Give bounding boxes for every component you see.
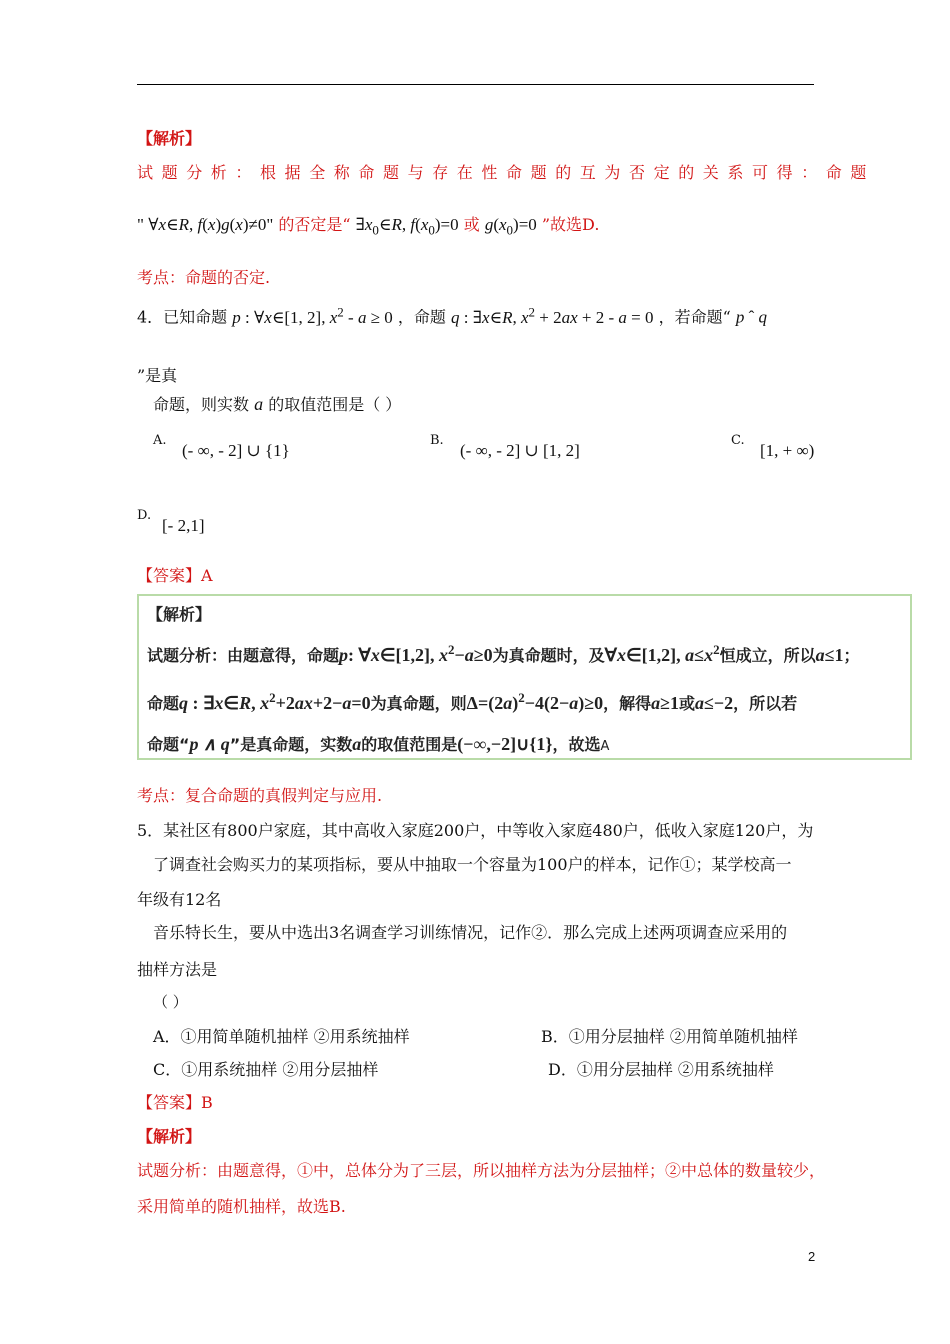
q4-p-and-q: p ˆ q [735,307,768,327]
q4-box-line3-e: A [600,739,610,754]
q5-line2: 了调查社会购买力的某项指标，要从中抽取一个容量为100户的样本，记作①；某学校高一 [153,855,792,874]
q3-or: 或 [463,215,480,234]
q5-answer: 【答案】B [137,1093,213,1112]
q5-line1: 5．某社区有800户家庭，其中高收入家庭200户，中等收入家庭480户，低收入家庭120户，为 [137,821,814,840]
q4-box-heading: 【解析】 [147,605,212,624]
q4-box-formula-4: q : ∃x∈R, $x^2+2ax+2-a=0$ [179,690,371,713]
q4-comma-prop: ，命题 [397,307,446,327]
q4-is-true: ”是真 [137,366,178,385]
q4-box-formula-8: p ∧ q [189,734,230,754]
q4-kaodian: 考点：复合命题的真假判定与应用. [137,786,383,805]
q4-intro: 4．已知命题 [137,307,228,327]
q4-stem2-a: 命题，则实数 [153,395,250,414]
q4-box-formula-3: a≤1 [815,645,844,665]
q4-box-line2-a: 命题 [147,694,180,713]
q5-option-a: A．①用简单随机抽样 ②用系统抽样 [153,1027,410,1046]
q4-option-a-value: (- ∞, - 2] ∪ {1} [182,441,290,460]
q4-stem2-b: 的取值范围是（ ） [268,395,402,414]
q4-box-formula-5: $\Delta=(2a)^2-4(2-a)\ge 0$ [466,690,604,713]
q4-box-line2-d: 或 [679,694,696,713]
page-number: 2 [808,1249,816,1264]
q5-analysis-heading: 【解析】 [137,1127,202,1146]
q4-var-a: a [254,394,264,414]
q3-negation-formula-2: $g(x_0)=0$ [484,215,537,238]
q4-box-line3-c: 的取值范围是 [361,735,458,754]
q4-box-line1: 试题分析：由题意得，命题p: ∀x∈[1,2], $x^2-a\ge 0$为真命题时，及∀x∈[1,2], $a\le x^2$恒成立，所以a≤1； [147,642,860,665]
q4-box-line3 [147,732,609,755]
q4-box-line1-b: 为真命题时，及 [492,646,605,665]
q4-box-line3-a: 命题“ [147,735,190,754]
q4-box-formula-9: (−∞,−2]∪{1} [457,734,553,754]
q4-answer: 【答案】A [137,566,213,585]
q4-box-line3-b: ”是真命题，实数 [229,735,353,754]
q4-box-formula-6: a≥1 [651,693,679,713]
q5-line3: 年级有12名 [137,890,222,909]
q5-option-c: C．①用系统抽样 ②用分层抽样 [153,1060,379,1079]
q4-box-line3-d: ，故选 [552,735,601,754]
q4-analysis-box [137,594,912,760]
q5-paren: （ ） [153,993,188,1011]
header-rule [137,84,814,85]
q5-line4: 音乐特长生，要从中选出3名调查学习训练情况，记作②．那么完成上述两项调查应采用的 [153,923,788,942]
q3-kaodian: 考点：命题的否定. [137,268,271,287]
q4-stem-line1 [137,304,767,328]
q5-analysis-line2: 采用简单的随机抽样，故选B. [137,1197,346,1216]
q4-option-d-label: D. [137,508,152,523]
q3-analysis-heading: 【解析】 [137,129,202,148]
q4-option-d-value: [- 2,1] [162,516,205,535]
q3-proposition-formula: " ∀x∈R, f(x)g(x)≠0" [137,215,274,234]
q4-if-prop: ，若命题“ [658,307,731,327]
q3-analysis-text: 试题分析：根据全称命题与存在性命题的互为否定的关系可得：命题 [137,163,876,182]
q4-box-formula-1: : ∀x∈[1,2], $x^2-a\ge 0$ [348,642,493,665]
q4-box-line2-c: ，解得 [603,694,652,713]
q5-option-d: D．①用分层抽样 ②用系统抽样 [548,1060,774,1079]
q3-formula-line [137,212,599,238]
q4-box-line1-c: 恒成立，所以 [719,646,816,665]
q3-negation-is: 的否定是“ [278,215,351,234]
q4-box-formula-2: ∀x∈[1,2], $a\le x^2$ [604,642,720,665]
q4-stem-line2 [153,392,401,415]
q4-option-b-label: B. [430,433,444,448]
q5-line5: 抽样方法是 [137,960,218,979]
q4-option-b-value: (- ∞, - 2] ∪ [1, 2] [460,441,580,460]
q4-prop-q: q : ∃x∈R, $x^2 + 2ax + 2 - a = 0$ [450,304,654,327]
q5-analysis-line1: 试题分析：由题意得，①中，总体分为了三层，所以抽样方法为分层抽样；②中总体的数量较少， [137,1161,826,1180]
q4-prop-p: p : ∀x∈[1, 2], $x^2 - a \ge 0$ [232,304,393,327]
q4-option-a-label: A. [153,433,167,448]
q4-option-c-label: C. [731,433,745,448]
q4-box-line1-a: 试题分析：由题意得，命题 [147,646,340,665]
q5-option-b: B．①用分层抽样 ②用简单随机抽样 [541,1027,798,1046]
q4-option-c-value: [1, + ∞) [760,441,815,460]
q4-box-line2-e: ，所以若 [733,694,798,713]
q4-box-line2-b: 为真命题，则 [370,694,467,713]
q4-box-var-a: a [352,734,362,754]
q4-box-formula-7: a≤−2 [695,693,734,713]
q3-negation-formula: $\exists x_0\in R$, $f(x_0)=0$ [355,215,459,238]
q4-box-line2 [147,690,797,714]
q3-choose: ”故选D. [541,215,600,234]
q4-box-var-p: p [339,645,349,665]
